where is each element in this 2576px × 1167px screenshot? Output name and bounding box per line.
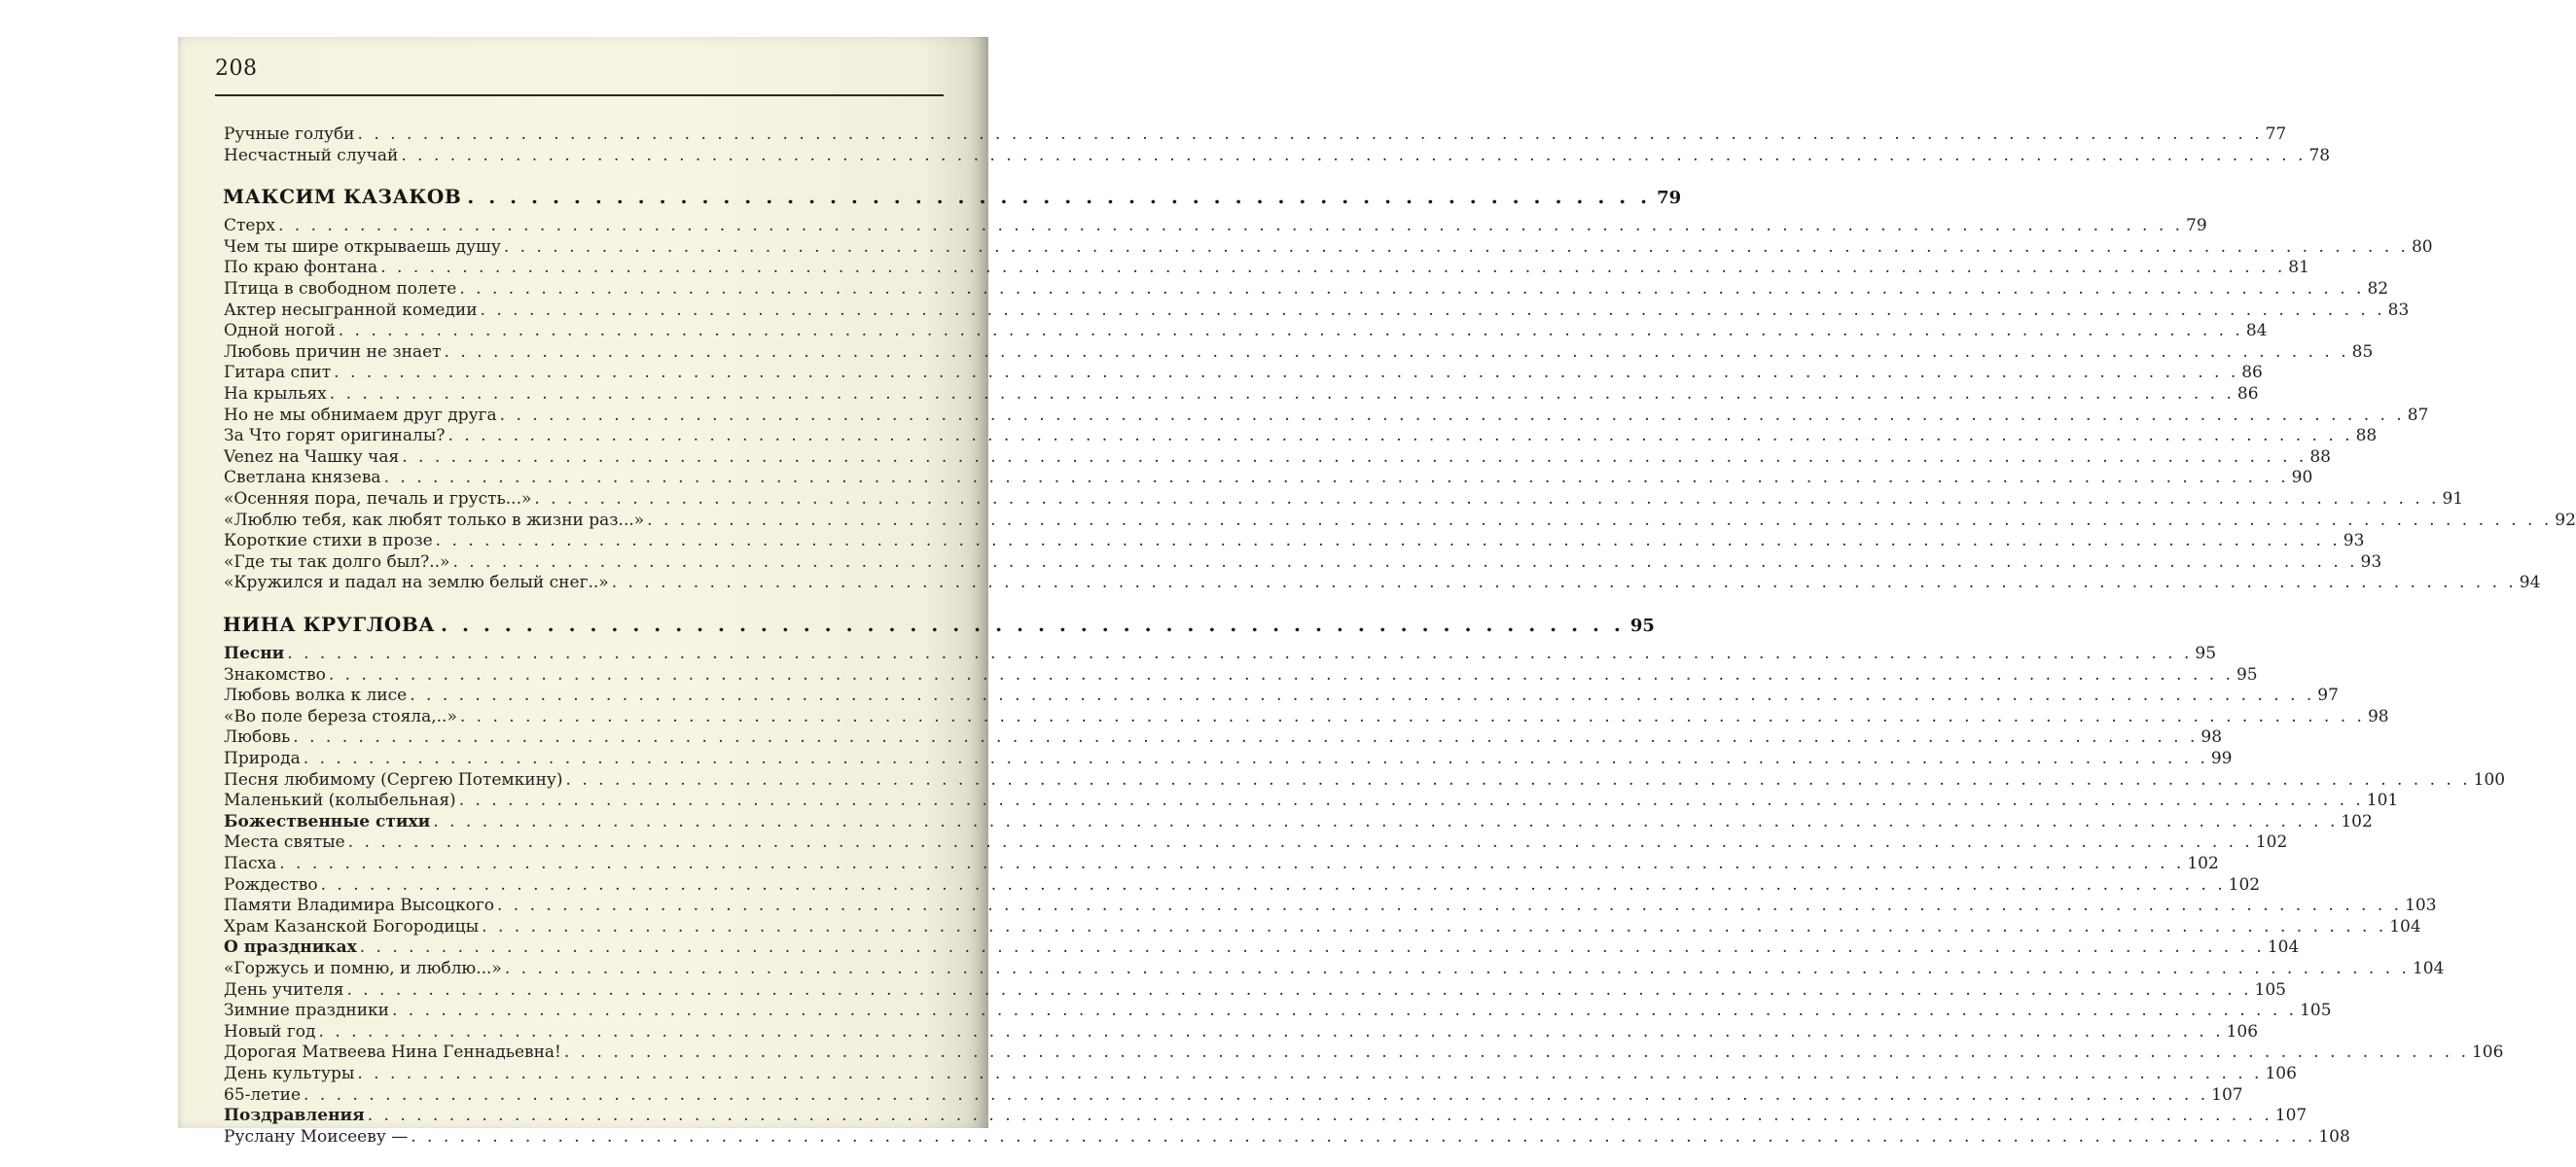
toc-entry-page: 102	[2187, 854, 2219, 873]
dot-leader	[358, 124, 2263, 145]
toc-entry-title: Любовь волка к лисе	[224, 686, 408, 706]
dot-leader	[441, 610, 1625, 639]
toc-entry-page: 85	[2351, 341, 2374, 362]
toc-entry	[224, 1063, 2297, 1084]
toc-entry-title: Природа	[224, 749, 301, 768]
toc-entry	[224, 467, 2313, 488]
toc-entry-title: Несчастный случай	[224, 145, 399, 165]
toc-entry-page: 93	[2360, 551, 2382, 572]
dot-leader	[392, 1000, 2297, 1021]
toc-entry-page: 82	[2367, 279, 2389, 299]
toc-author-heading	[223, 182, 1682, 211]
author-name: МАКСИМ КАЗАКОВ	[223, 185, 462, 209]
dot-leader	[319, 1021, 2224, 1043]
dot-leader	[564, 1042, 2469, 1063]
toc-entry-page: 103	[2405, 896, 2437, 916]
toc-entry	[224, 706, 2389, 727]
book-page	[178, 37, 2576, 1147]
toc-section-heading	[224, 643, 2217, 664]
dot-leader	[505, 958, 2410, 979]
toc-entry-page: 80	[2411, 236, 2433, 257]
toc-entry-title: Места святые	[224, 832, 345, 853]
author-page: 95	[1629, 616, 1655, 636]
dot-leader	[500, 405, 2405, 426]
toc-entry-page: 86	[2241, 363, 2263, 383]
toc-entry-title: Но не мы обнимаем друг друга	[224, 405, 497, 425]
toc-entry-title: День культуры	[224, 1064, 355, 1083]
toc-entry-page: 77	[2265, 124, 2287, 144]
dot-leader	[504, 236, 2409, 258]
toc-entry-page: 105	[2254, 979, 2286, 1000]
dot-leader	[411, 1126, 2315, 1148]
dot-leader	[368, 1105, 2272, 1126]
author-name: НИНА КРУГЛОВА	[223, 613, 436, 636]
toc-entry-title: Ручные голуби	[224, 124, 355, 144]
dot-leader	[497, 895, 2402, 916]
toc-entry	[224, 685, 2339, 706]
toc-entry-title: Божественные стихи	[224, 811, 431, 831]
dot-leader	[460, 706, 2365, 727]
toc-entry-title: Светлана князева	[224, 468, 381, 488]
toc-section-heading	[224, 937, 2300, 958]
dot-leader	[445, 341, 2349, 363]
toc-entry-page: 92	[2555, 510, 2576, 530]
toc-entry-page: 101	[2366, 791, 2399, 811]
toc-entry	[224, 300, 2410, 321]
toc-entry-page: 93	[2343, 531, 2365, 551]
toc-entry-title: Песня любимому (Сергею Потемкину)	[224, 769, 563, 790]
dot-leader	[334, 362, 2238, 383]
dot-leader	[467, 182, 1651, 211]
toc-entry-title: Песни	[224, 644, 285, 663]
dot-leader	[410, 685, 2314, 706]
toc-entry	[224, 1084, 2243, 1106]
toc-entry	[224, 769, 2506, 791]
toc-entry-page: 107	[2274, 1106, 2308, 1126]
dot-leader	[482, 916, 2386, 937]
dot-leader	[346, 979, 2251, 1001]
toc-entry	[224, 1021, 2259, 1043]
dot-leader	[447, 425, 2352, 446]
toc-entry-title: Venez на Чашку чая	[224, 446, 400, 467]
toc-entry	[224, 895, 2437, 916]
toc-entry-title: Новый год	[224, 1021, 316, 1042]
toc-entry-title: Пасха	[224, 854, 277, 873]
toc-entry-title: Храм Казанской Богородицы	[224, 916, 480, 937]
toc-section-heading	[224, 811, 2373, 832]
toc-entry	[224, 530, 2365, 551]
toc-entry-page: 104	[2267, 937, 2300, 958]
toc-entry-page: 97	[2317, 686, 2339, 706]
toc-entry-page: 81	[2288, 258, 2309, 278]
toc-entry-page: 95	[2195, 644, 2217, 663]
toc-entry	[224, 958, 2445, 979]
toc-entry-title: Одной ногой	[224, 321, 336, 341]
toc-entry-title: Любовь причин не знает	[224, 341, 442, 362]
dot-leader	[304, 1084, 2208, 1106]
toc-entry-page: 106	[2226, 1021, 2259, 1042]
toc-entry-title: Рождество	[224, 874, 318, 895]
dot-leader	[452, 551, 2357, 573]
toc-entry-title: Любовь	[224, 727, 291, 748]
toc-entry	[224, 320, 2268, 341]
dot-leader	[402, 446, 2307, 468]
toc-entry-title: Знакомство	[224, 664, 326, 685]
dot-leader	[339, 320, 2243, 341]
dot-leader	[304, 748, 2208, 769]
toc-section-heading	[224, 1105, 2308, 1126]
toc-entry	[224, 278, 2389, 300]
toc-entry-page: 88	[2309, 446, 2331, 467]
toc-entry-title: Актер несыгранной комедии	[224, 300, 478, 320]
dot-leader	[321, 874, 2226, 896]
toc-entry-title: Дорогая Матвеева Нина Геннадьевна!	[224, 1043, 561, 1063]
dot-leader	[436, 530, 2341, 551]
dot-leader	[459, 790, 2364, 811]
dot-leader	[357, 1063, 2262, 1084]
toc-entry-title: Зимние праздники	[224, 1001, 389, 1021]
toc-entry-page: 90	[2291, 468, 2313, 488]
dot-leader	[348, 831, 2253, 853]
toc-entry-page: 102	[2255, 832, 2288, 853]
dot-leader	[293, 726, 2198, 748]
toc-entry-title: «Люблю тебя, как любят только в жизни раз...»	[224, 510, 645, 530]
toc-entry	[224, 341, 2374, 363]
dot-leader	[287, 643, 2192, 664]
toc-entry-page: 102	[2228, 874, 2261, 895]
toc-entry	[224, 488, 2464, 510]
toc-entry-page: 104	[2412, 959, 2445, 978]
dot-leader	[360, 937, 2265, 958]
dot-leader	[401, 145, 2306, 166]
toc-entry-page: 84	[2245, 321, 2268, 341]
toc-entry	[224, 383, 2259, 405]
dot-leader	[534, 488, 2439, 510]
toc-entry	[224, 1042, 2504, 1063]
toc-entry	[224, 790, 2399, 811]
toc-entry-title: «Во поле береза стояла,..»	[224, 706, 457, 726]
toc-entry-title: Чем ты шире открываешь душу	[224, 236, 501, 257]
toc-entry-title: Стерх	[224, 216, 275, 236]
toc-entry-page: 86	[2236, 384, 2259, 404]
dot-leader	[279, 853, 2184, 874]
toc-entry	[224, 551, 2382, 573]
toc-entry-page: 88	[2355, 426, 2378, 446]
toc-entry	[224, 124, 2287, 145]
toc-entry	[224, 979, 2286, 1001]
toc-entry	[224, 874, 2261, 896]
toc-entry	[224, 510, 2576, 531]
toc-entry-page: 106	[2265, 1064, 2297, 1083]
dot-leader	[459, 278, 2364, 300]
toc-entry	[224, 1126, 2350, 1148]
toc-entry-page: 98	[2200, 727, 2223, 748]
dot-leader	[380, 257, 2285, 278]
toc-entry-page: 78	[2308, 145, 2331, 165]
toc-entry	[224, 1000, 2332, 1021]
toc-entry	[224, 145, 2331, 166]
toc-entry-title: Памяти Владимира Высоцкого	[224, 896, 494, 916]
toc-entry-title: За Что горят оригиналы?	[224, 426, 446, 446]
toc-entry-title: 65-летие	[224, 1084, 302, 1105]
toc-entry-page: 102	[2341, 811, 2373, 831]
toc-entry-page: 108	[2318, 1126, 2350, 1147]
toc-entry	[224, 831, 2288, 853]
toc-entry	[224, 362, 2263, 383]
toc-entry	[224, 215, 2207, 236]
dot-leader	[433, 811, 2338, 832]
page-number: 208	[215, 56, 258, 81]
toc-entry	[224, 726, 2223, 748]
dot-leader	[384, 467, 2289, 488]
dot-leader	[612, 572, 2517, 593]
toc-entry-page: 87	[2407, 405, 2429, 425]
toc-entry	[224, 748, 2233, 769]
toc-entry-title: Руслану Моисееву —	[224, 1126, 409, 1147]
toc-entry-page: 104	[2389, 916, 2421, 937]
toc-entry	[224, 664, 2258, 686]
toc-entry-page: 91	[2442, 489, 2464, 509]
toc-entry-title: На крыльях	[224, 384, 327, 404]
toc-entry	[224, 853, 2219, 874]
toc-entry	[224, 916, 2421, 937]
toc-entry	[224, 446, 2331, 468]
author-page: 79	[1657, 188, 1682, 209]
toc-entry-title: «Горжусь и помню, и люблю...»	[224, 959, 502, 978]
toc-entry-title: Маленький (колыбельная)	[224, 791, 456, 811]
dot-leader	[329, 664, 2234, 686]
dot-leader	[330, 383, 2235, 405]
dot-leader	[481, 300, 2385, 321]
toc-entry	[224, 236, 2433, 258]
dot-leader	[647, 510, 2552, 531]
toc-entry-title: День учителя	[224, 979, 344, 1000]
dot-leader	[566, 769, 2471, 791]
table-of-contents	[178, 37, 2576, 1147]
toc-entry-page: 79	[2186, 216, 2207, 236]
toc-entry-page: 107	[2211, 1084, 2243, 1105]
toc-entry-title: Поздравления	[224, 1106, 365, 1126]
toc-entry-page: 105	[2300, 1001, 2332, 1021]
toc-entry-page: 95	[2236, 664, 2258, 685]
toc-entry-title: По краю фонтана	[224, 258, 378, 278]
toc-entry-title: Короткие стихи в прозе	[224, 531, 433, 551]
toc-entry-page: 94	[2519, 573, 2541, 593]
toc-entry-page: 98	[2367, 706, 2389, 726]
toc-entry-title: Гитара спит	[224, 363, 332, 383]
toc-entry-title: «Осенняя пора, печаль и грусть...»	[224, 489, 532, 509]
toc-entry	[224, 405, 2429, 426]
toc-entry-title: «Кружился и падал на землю белый снег..»	[224, 573, 609, 593]
toc-entry	[224, 572, 2541, 593]
toc-author-heading	[223, 610, 1655, 639]
toc-entry-title: «Где ты так долго был?..»	[224, 551, 450, 572]
toc-entry	[224, 425, 2378, 446]
toc-entry-page: 83	[2387, 300, 2410, 320]
toc-entry-title: О праздниках	[224, 937, 357, 958]
toc-entry-page: 106	[2471, 1043, 2504, 1063]
toc-entry-page: 99	[2210, 749, 2233, 768]
dot-leader	[278, 215, 2183, 236]
toc-entry	[224, 257, 2309, 278]
toc-entry-title: Птица в свободном полете	[224, 279, 457, 299]
toc-entry-page: 100	[2473, 769, 2506, 790]
